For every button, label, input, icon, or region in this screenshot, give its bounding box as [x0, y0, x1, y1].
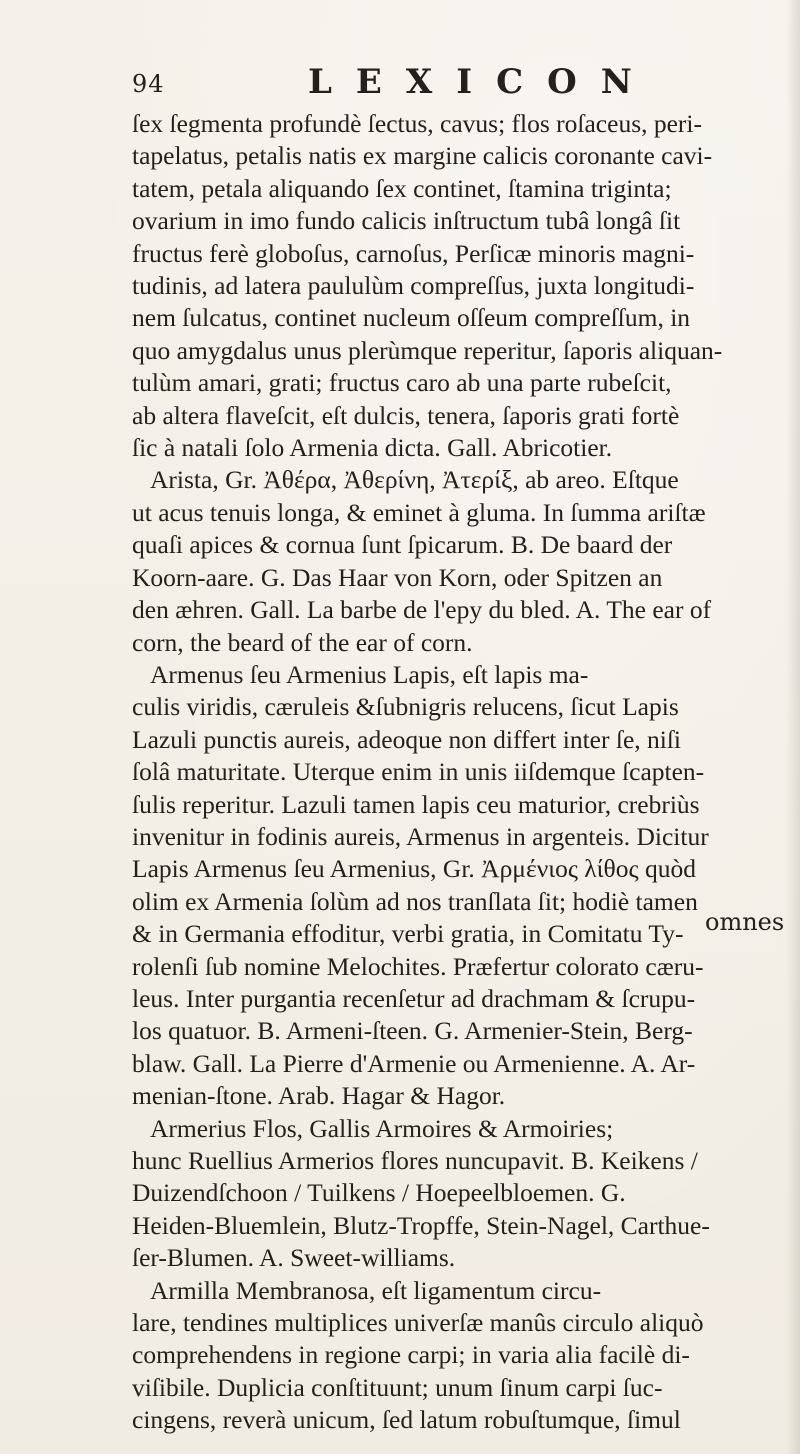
text-line: nem ſulcatus, continet nucleum oſſeum compreſſum, in — [132, 303, 691, 333]
text-line: Koorn-aare. G. Das Haar von Korn, oder Spitzen an — [132, 562, 663, 592]
text-line: ſer-Blumen. A. Sweet-williams. — [132, 1243, 456, 1273]
text-line: viſibile. Duplicia conſtituunt; unum ſinum carpi ſuc- — [132, 1372, 663, 1402]
text-line: & in Germania effoditur, verbi gratia, in Comitatu Ty- — [132, 919, 684, 949]
running-head: LEXICON — [308, 62, 656, 102]
text-line: quaſi apices & cornua ſunt ſpicarum. B. De baard der — [132, 530, 673, 560]
catchword: omnes — [705, 908, 785, 936]
text-line: comprehendens in regione carpi; in varia alia facilè di- — [132, 1340, 690, 1370]
text-line: invenitur in fodinis aureis, Armenus in argenteis. Dicitur — [132, 821, 709, 851]
text-line: Lazuli punctis aureis, adeoque non differt inter ſe, niſi — [132, 724, 682, 754]
text-line: tulùm amari, grati; fructus caro ab una parte rubeſcit, — [132, 368, 672, 398]
text-line: Armilla Membranosa, eſt ligamentum circu- — [150, 1275, 602, 1305]
text-line: tatem, petala aliquando ſex continet, ſtamina triginta; — [132, 173, 672, 203]
text-line: hunc Ruellius Armerios flores nuncupavit. B. Keikens / — [132, 1146, 698, 1175]
text-line: olim ex Armenia ſolùm ad nos tranſlata ſit; hodiè tamen — [132, 886, 698, 916]
text-line: rolenſi ſub nomine Melochites. Præfertur colorato cæru- — [132, 951, 704, 981]
text-line: Armerius Flos, Gallis Armoires & Armoiries; — [150, 1113, 614, 1143]
text-line: ſolâ maturitate. Uterque enim in unis iiſdemque ſcapten- — [132, 757, 705, 787]
text-line: blaw. Gall. La Pierre d'Armenie ou Armenienne. A. Ar- — [132, 1048, 696, 1078]
text-line: ab altera flaveſcit, eſt dulcis, tenera, ſaporis grati fortè — [132, 400, 680, 430]
text-line: fructus ferè globoſus, carnoſus, Perſicæ minoris magni- — [132, 238, 695, 268]
text-line: den æhren. Gall. La barbe de l'epy du bled. A. The ear of — [132, 595, 712, 625]
page-number: 94 — [132, 70, 165, 98]
text-line: Heiden-Bluemlein, Blutz-Tropffe, Stein-Nagel, Carthue- — [132, 1210, 710, 1240]
text-line: ſic à natali ſolo Armenia dicta. Gall. Abricotier. — [132, 433, 613, 463]
page-gutter-shadow — [786, 0, 800, 1454]
text-line: cingens, reverà unicum, ſed latum robuſtumque, ſimul — [132, 1405, 681, 1435]
text-line: ovarium in imo fundo calicis inſtructum tubâ longâ ſit — [132, 206, 681, 236]
text-line: corn, the beard of the ear of corn. — [132, 627, 473, 657]
text-line: Armenus ſeu Armenius Lapis, eſt lapis ma- — [150, 659, 589, 689]
text-line: los quatuor. B. Armeni-ſteen. G. Armenier-Stein, Berg- — [132, 1016, 693, 1046]
text-line: Duizendſchoon / Tuilkens / Hoepeelbloemen. G. — [132, 1178, 626, 1208]
text-line: ſulis reperitur. Lazuli tamen lapis ceu maturior, crebriùs — [132, 789, 700, 819]
body-text — [132, 108, 775, 1437]
text-line: Arista, Gr. Ἀθέρα, Ἀθερίνη, Ἀτερίξ, ab areo. Eſtque — [150, 465, 679, 495]
text-line: tapelatus, petalis natis ex margine calicis coronante cavi- — [132, 141, 713, 171]
text-line: menian-ſtone. Arab. Hagar & Hagor. — [132, 1081, 506, 1111]
page-header — [132, 62, 762, 106]
text-line: tudinis, ad latera paululùm compreſſus, juxta longitudi- — [132, 271, 695, 301]
text-line: ut acus tenuis longa, & eminet à gluma. In ſumma ariſtæ — [132, 497, 706, 527]
text-line: Lapis Armenus ſeu Armenius, Gr. Ἀρμένιος λίθος quòd — [132, 854, 696, 884]
text-line: ſex ſegmenta profundè ſectus, cavus; flos roſaceus, peri- — [132, 109, 703, 138]
text-line: culis viridis, cæruleis &ſubnigris relucens, ſicut Lapis — [132, 692, 679, 722]
text-line: lare, tendines multiplices univerſæ manûs circulo aliquò — [132, 1308, 704, 1338]
text-line: leus. Inter purgantia recenſetur ad drachmam & ſcrupu- — [132, 983, 696, 1013]
text-line: quo amygdalus unus plerùmque reperitur, ſaporis aliquan- — [132, 335, 723, 365]
